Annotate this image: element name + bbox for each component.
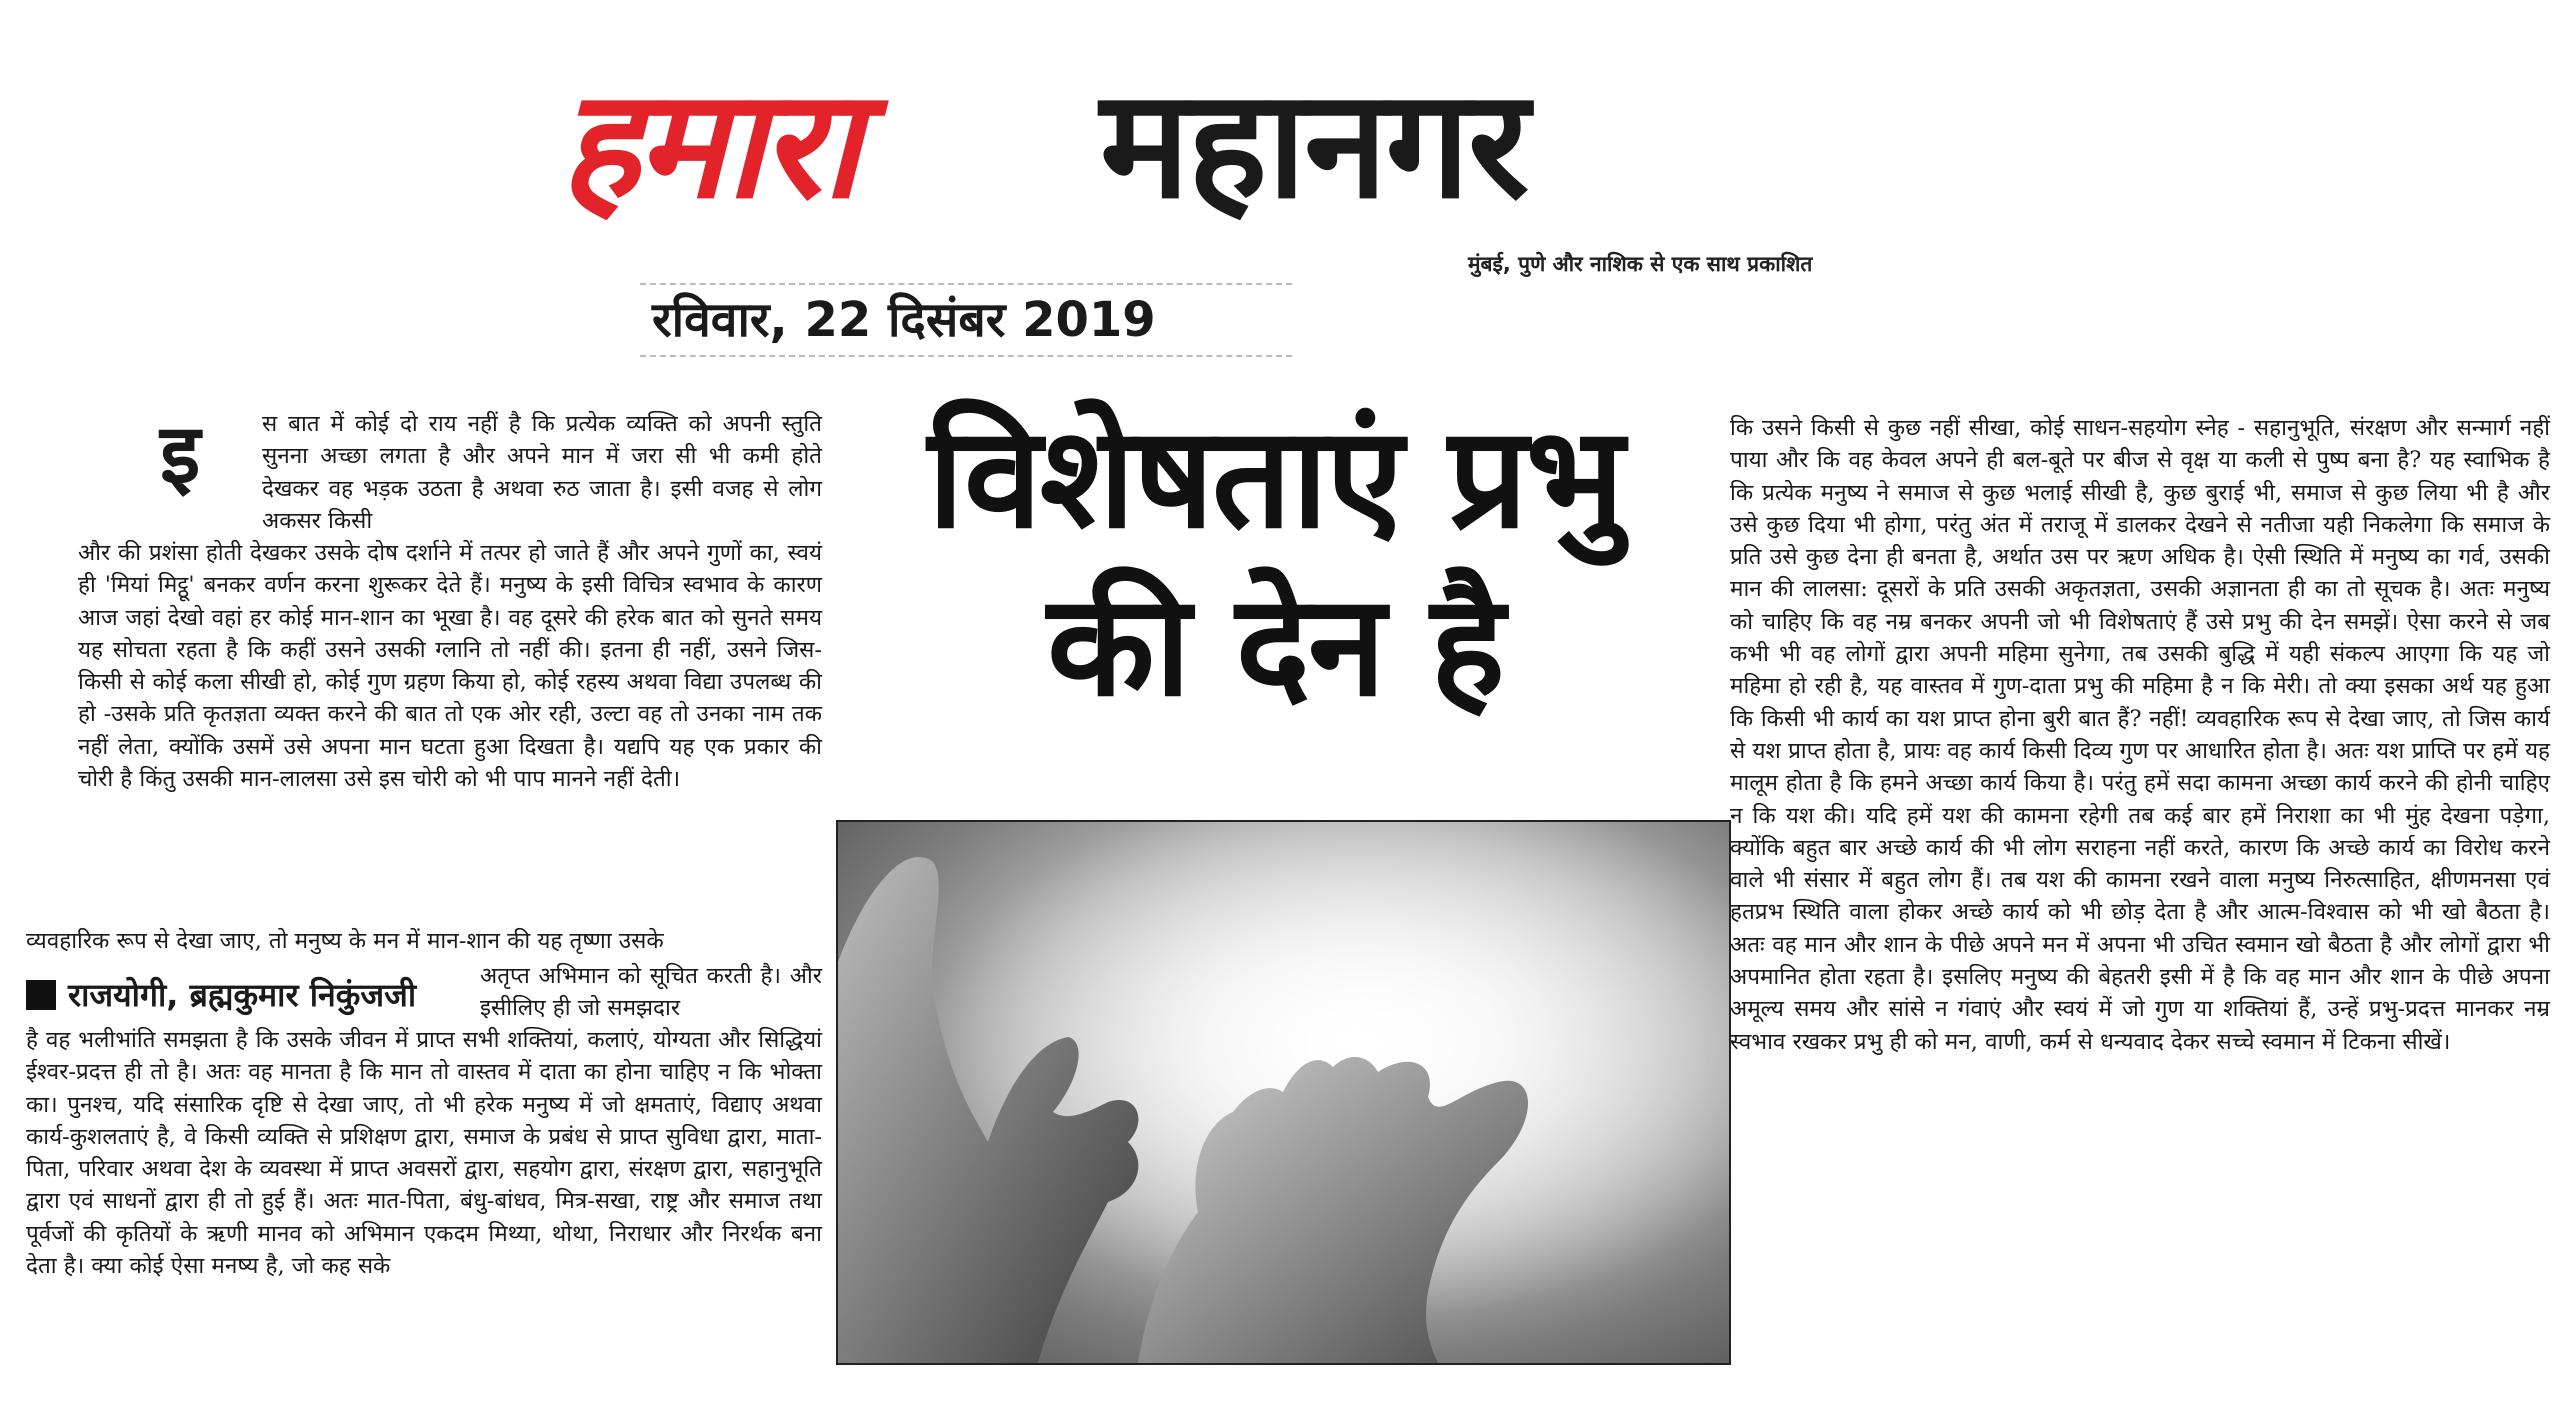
article-left-mid xyxy=(78,537,822,795)
paragraph: स बात में कोई दो राय नहीं है कि प्रत्येक व्यक्ति को अपनी स्तुति सुनना अच्छा लगता है और अपने मान में जरा सी भी कमी होते देखकर वह भड़क उठता है अथवा रुठ जाता है। इसी वजह से लोग अकसर किसी xyxy=(262,411,822,534)
masthead-black-word: महानगर xyxy=(1100,58,1528,232)
article-left-line xyxy=(26,925,822,957)
paragraph: अतृप्त अभिमान को सूचित करती है। और इसीलिए ही जो समझदार xyxy=(480,963,822,1022)
byline-square-icon xyxy=(26,980,56,1010)
article-right-column xyxy=(1730,412,2550,1058)
paragraph: है वह भलीभांति समझता है कि उसके जीवन में प्राप्त सभी शक्तियां, कलाएं, योग्यता और सिद्धियां ईश्वर-प्रदत्त ही तो है। अतः वह मानता है कि मान तो वास्तव में दाता का होना चाहिए न कि भोक्ता का। पुनश्च, यदि संसारिक दृष्टि से देखा जाए, तो भी हरेक मनुष्य में जो क्षमताएं, विद्याए अथवा कार्य-कुशलताएं है, वे किसी व्यक्ति से प्रशिक्षण द्वारा, समाज के प्रबंध से प्राप्त सुविधा द्वारा, माता-पिता, परिवार अथवा देश के व्यवस्था में प्राप्त अवसरों द्वारा, सहयोग द्वारा, संरक्षण द्वारा, सहानुभूति द्वारा एवं साधनों द्वारा ही तो हुई हैं। अतः मात-पिता, बंधु-बांधव, मित्र-सखा, राष्ट्र और समाज तथा पूर्वजों की कृतियों के ऋणी मानव को अभिमान एकदम मिथ्या, थोथा, निराधार और निरर्थक बना देता है। क्या कोई ऐसा मनष्य है, जो कह सके xyxy=(26,1027,822,1280)
paragraph: कि उसने किसी से कुछ नहीं सीखा, कोई साधन-सहयोग स्नेह - सहानुभूति, संरक्षण और सन्मार्ग नहीं पाया और कि वह केवल अपने ही बल-बूते पर बीज से वृक्ष या कली से पुष्प बना है? यह स्वाभिक है कि प्रत्येक मनुष्य ने समाज से कुछ भलाई सीखी है, कुछ बुराई भी, समाज से कुछ लिया भी है और उसे कुछ दिया भी होगा, परंतु अंत में तराजू में डालकर देखने से नतीजा यही निकलेगा कि समाज के प्रति उसे कुछ देना ही बनता है, अर्थात उस पर ऋण अधिक है। ऐसी स्थिति में मनुष्य का गर्व, उसकी मान की लालसा: दूसरों के प्रति उसकी अकृतज्ञता, उसकी अज्ञानता ही का तो सूचक है। अतः मनुष्य को चाहिए कि वह नम्र बनकर अपनी जो भी विशेषताएं हैं उसे प्रभु की देन समझें। ऐसा करने से जब कभी भी वह लोगों द्वारा अपनी महिमा सुनेगा, तब उसकी बुद्धि में यही संकल्प आएगा कि यह जो महिमा हो रही है, यह वास्तव में गुण-दाता प्रभु की महिमा है न कि मेरी। तो क्या इसका अर्थ यह हुआ कि किसी भी कार्य का यश प्राप्त होना बुरी बात हैं? नहीं! व्यवहारिक रूप से देखा जाए, तो जिस कार्य से यश प्राप्त होता है, प्रायः वह कार्य किसी दिव्य गुण पर आधारित होता है। अतः यश प्राप्ति पर हमें यह मालूम होता है कि हमने अच्छा कार्य किया है। परंतु हमें सदा कामना अच्छा कार्य करने की होनी चाहिए न कि यश की। यदि हमें यश की कामना रहेगी तब कई बार हमें निराशा का भी मुंह देखना पड़ेगा, क्योंकि बहुत बार अच्छे कार्य की भी लोग सराहना नहीं करते, कारण कि अच्छे कार्य का विरोध करने वाले भी संसार में बहुत लोग हैं। तब यश की कामना रखने वाला मनुष्य निरुत्साहित, क्षीणमनसा एवं हतप्रभ स्थिति वाला होकर अच्छे कार्य को भी छोड़ देता है और आत्म-विश्वास को भी खो बैठता है। अतः वह मान और शान के पीछे अपने मन में अपना भी उचित स्वमान खो बैठता है और लोगों द्वारा भी अपमानित होता रहता है। इसलिए मनुष्य की बेहतरी इसी में है कि वह मान और शान के पीछे अपना अमूल्य समय और सांसे न गंवाएं और स्वयं में जो गुण या शक्तियां हैं, उन्हें प्रभु-प्रदत्त मानकर नम्र स्वभाव रखकर प्रभु ही को मन, वाणी, कर्म से धन्यवाद देकर सच्चे स्वमान में टिकना सीखें। xyxy=(1730,415,2550,1055)
article-left-bottom xyxy=(26,1024,822,1282)
masthead-tagline: मुंबई, पुणे और नाशिक से एक साथ प्रकाशित xyxy=(1468,252,1813,276)
issue-date: रविवार, 22 दिसंबर 2019 xyxy=(640,283,1292,357)
headline-line-2: की देन है xyxy=(1047,565,1503,728)
author-name: राजयोगी, ब्रह्मकुमार निकुंजजी xyxy=(68,976,417,1014)
masthead-logo xyxy=(560,60,2060,235)
article-left-top xyxy=(262,408,822,537)
headline-line-1: विशेषताएं प्रभु xyxy=(927,397,1623,560)
paragraph: व्यवहारिक रूप से देखा जाए, तो मनुष्य के मन में मान-शान की यह तृष्णा उसके xyxy=(26,928,664,954)
article-headline xyxy=(840,395,1710,731)
paragraph: और की प्रशंसा होती देखकर उसके दोष दर्शाने में तत्पर हो जाते हैं और अपने गुणों का, स्वयं ही 'मियां मिट्ठू' बनकर वर्णन करना शुरूकर देते हैं। मनुष्य के इसी विचित्र स्वभाव के कारण आज जहां देखो वहां हर कोई मान-शान का भूखा है। वह दूसरे की हरेक बात को सुनते समय यह सोचता रहता है कि कहीं उसने उसकी ग्लानि तो नहीं की। इतना ही नहीं, उसने जिस-किसी से कोई कला सीखी हो, कोई गुण ग्रहण किया हो, कोई रहस्य अथवा विद्या उपलब्ध की हो -उसके प्रति कृतज्ञता व्यक्त करने की बात तो एक ओर रही, उल्टा वह तो उनका नाम तक नहीं लेता, क्योंकि उसमें उसे अपना मान घटता हुआ दिखता है। यद्यपि यह एक प्रकार की चोरी है किंतु उसकी मान-लालसा उसे इस चोरी को भी पाप मानने नहीं देती। xyxy=(78,540,822,793)
author-byline xyxy=(26,975,416,1015)
article-photo-open-hands xyxy=(836,820,1731,1365)
masthead-red-word: हमारा xyxy=(560,58,857,232)
open-hands-illustration xyxy=(838,822,1729,1363)
drop-cap: इ xyxy=(160,407,201,502)
article-left-side xyxy=(480,960,822,1025)
